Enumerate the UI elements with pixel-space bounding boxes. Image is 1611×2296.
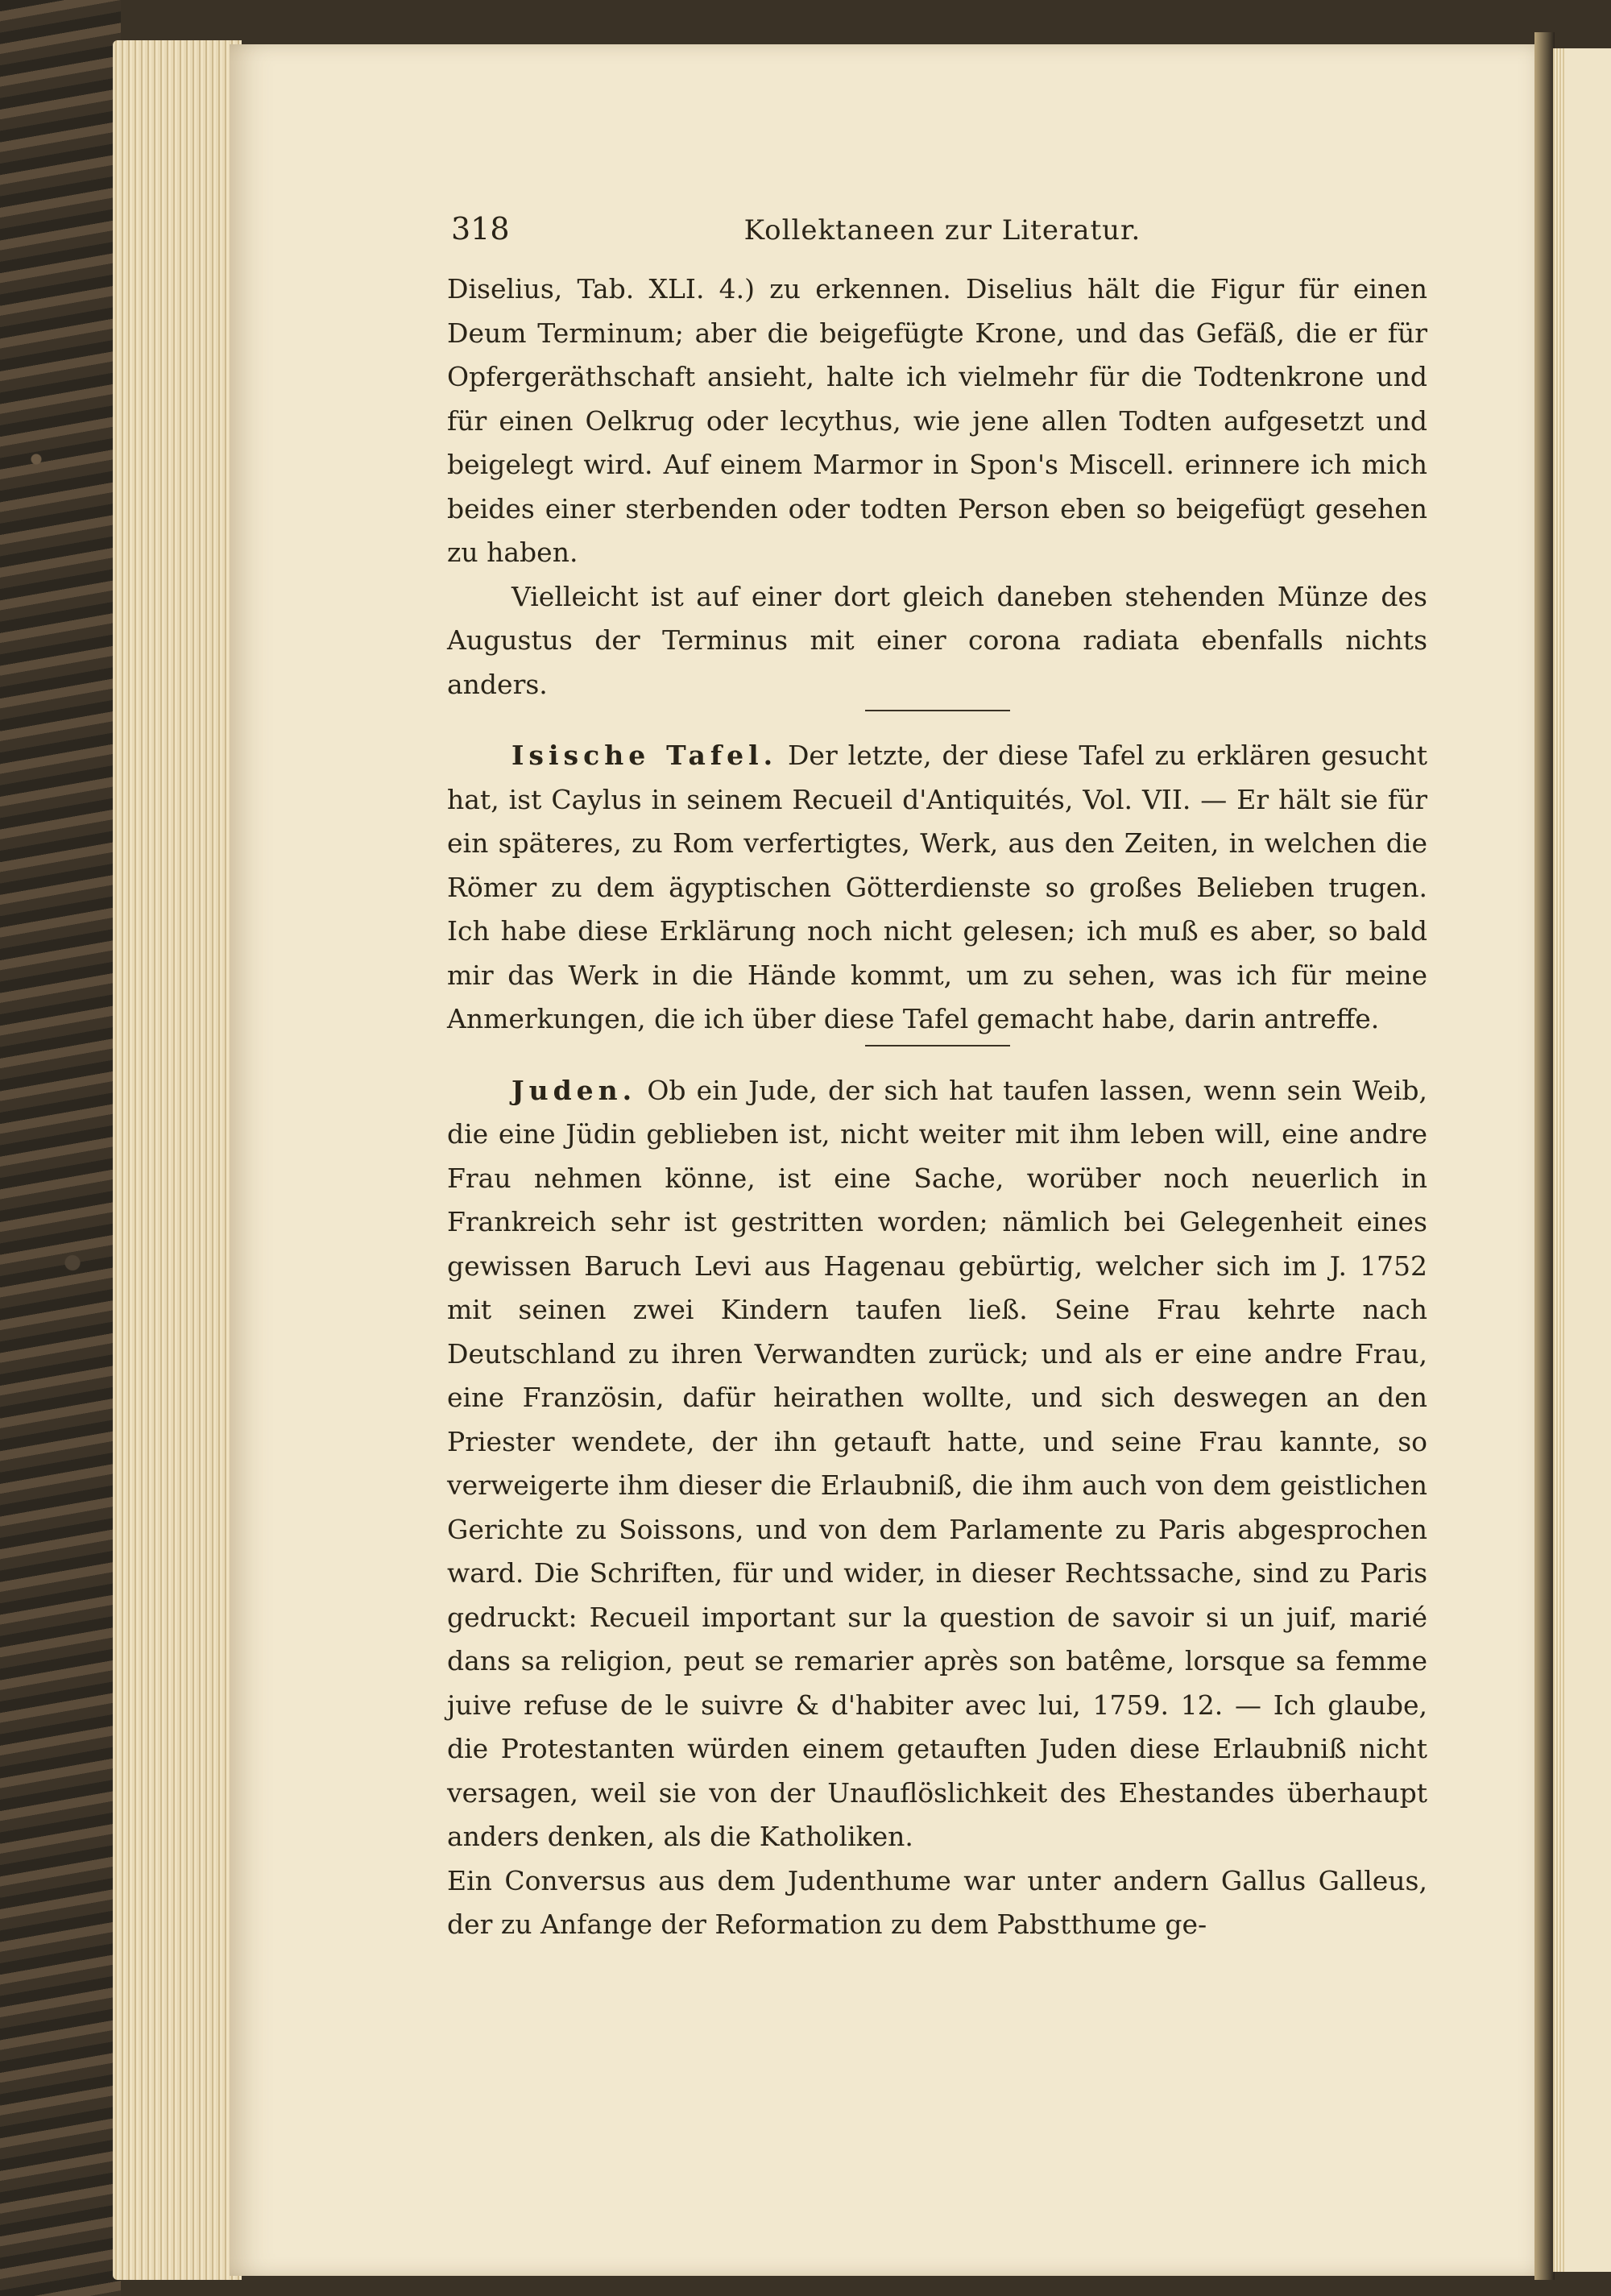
page-edges (113, 40, 242, 2280)
paragraph-augustus: Vielleicht ist auf einer dort gleich daneben stehenden Münze des Augustus der Terminus mit einer corona radiata ebenfalls nichts anders. (447, 580, 1427, 700)
facing-page-edge (1553, 48, 1564, 2272)
page-header (451, 211, 1418, 247)
body-text (447, 267, 1427, 1947)
paragraph-conversus: Ein Conversus aus dem Judenthume war unter andern Gallus Galleus, der zu Anfange der Reformation zu dem Pabstthume ge- (447, 1864, 1427, 1940)
running-title: Kollektaneen zur Literatur. (743, 214, 1141, 247)
entry-text-isische-tafel: Der letzte, der diese Tafel zu erklären gesucht hat, ist Caylus in seinem Recueil d'Antiquités, Vol. VII. — Er hält sie für ein späteres, zu Rom verfertigtes, Werk, aus den Zeiten, in welchen die Römer zu dem ägyptischen Götterdienste so großes Belieben trugen. Ich habe diese Erklärung noch nicht gelesen; ich muß es aber, so bald mir das Werk in die Hände kommt, um zu sehen, was ich für meine Anmerkungen, die ich über diese Tafel gemacht habe, darin antreffe. (447, 740, 1427, 1034)
entry-heading-juden: Juden. (511, 1074, 637, 1106)
paragraph-juden (447, 1069, 1427, 1859)
book-cover-marbled (0, 0, 121, 2296)
page-number: 318 (451, 211, 510, 247)
section-divider (865, 1045, 1010, 1046)
section-divider (865, 710, 1010, 711)
paragraph-diselius: Diselius, Tab. XLI. 4.) zu erkennen. Diselius hält die Figur für einen Deum Terminum; aber die beigefügte Krone, und das Gefäß, die er für Opfergeräthschaft ansieht, halte ich vielmehr für die Todtenkrone und für einen Oelkrug oder lecythus, wie jene allen Todten aufgesetzt und beigelegt wird. Auf einem Marmor in Spon's Miscell. erinnere ich mich beides einer sterbenden oder todten Person eben so beigefügt gesehen zu haben. (447, 273, 1427, 568)
book-gutter (1534, 32, 1555, 2280)
entry-heading-isische-tafel: Isische Tafel. (511, 740, 778, 771)
paragraph-isische-tafel (447, 734, 1427, 1042)
entry-text-juden: Ob ein Jude, der sich hat taufen lassen, wenn sein Weib, die eine Jüdin geblieben ist, nicht weiter mit ihm leben will, eine andre Frau nehmen könne, ist eine Sache, worüber noch neuerlich in Frankreich sehr ist gestritten worden; nämlich bei Gelegenheit eines gewissen Baruch Levi aus Hagenau gebürtig, welcher sich im J. 1752 mit seinen zwei Kindern taufen ließ. Seine Frau kehrte nach Deutschland zu ihren Verwandten zurück; und als er eine andre Frau, eine Französin, dafür heirathen wollte, und sich deswegen an den Priester wendete, der ihn getauft hatte, und seine Frau kannte, so verweigerte ihm dieser die Erlaubniß, die ihm auch von dem geistlichen Gerichte zu Soissons, und von dem Parlamente zu Paris abgesprochen ward. Die Schriften, für und wider, in dieser Rechtssache, sind zu Paris gedruckt: Recueil important sur la question de savoir si un juif, marié dans sa religion, peut se remarier après son batême, lorsque sa femme juive refuse de le suivre & d'habiter avec lui, 1759. 12. — Ich glaube, die Protestanten würden einem getauften Juden diese Erlaubniß nicht versagen, weil sie von der Unauflöslichkeit des Ehestandes überhaupt anders denken, als die Katholiken. (447, 1074, 1427, 1852)
